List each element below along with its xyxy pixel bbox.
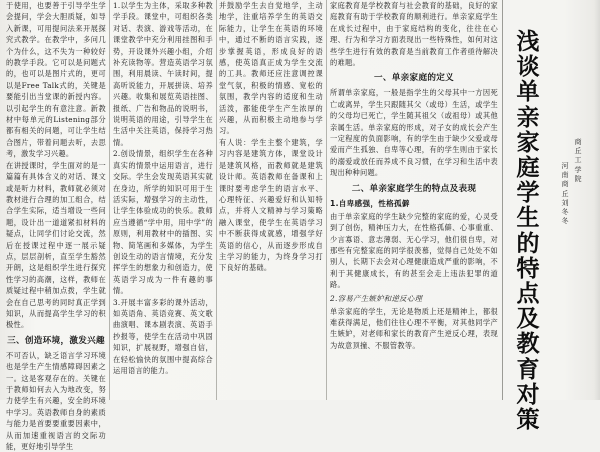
paragraph: 于使用，也要善于引导学生学会提问，学会大胆质疑，如导入新课，可用提问法来开展探究式教学。在教学中，多问几个为什么，这不失为一种较好的教学手段。它可以是问题式的，也可以是图片式的，更可以是Free Talk式的，关键是要能引出当堂课的新授内容。以引起学生的有意注意。新教材中每单元的Listening部分都有相关的问题，可让学生结合图片，带着问题去听，去思考，激发学习兴趣。 (6, 1, 106, 159)
page-edge-shadow (594, 0, 600, 400)
paragraph: 3.开展丰富多彩的课外活动，如英语角、英语竞赛、英文歌曲演唱、课本剧表演、英语手抄报等，使学生在活动中巩固知识，扩展视野，增强自信，在轻松愉快的氛围中提高综合运用语言的能力。 (113, 297, 213, 375)
paragraph: 不可否认，缺乏语言学习环境也是学生产生情感障碍因素之一。这是客观存在的。关键在于教师如何去入为地改变，努力使学生有兴趣，安全的环境中学习。英语教师自身的素质与能力是首要要重要因素中，从而加速重视语言的交际功能，更好地引导学生 (6, 350, 106, 452)
paragraph: 2.创设情景，组织学生在各种真实的情景中运用语言，进行交际。学生会发现英语其实就在身边，所学的知识可用于生活实际，增强学习的主动性，让学生体验成功的快乐。教师应当遵循“学中用，用中学”的原则，利用教材中的插图、实物、简笔画和多媒体，为学生创设生动的语言情境，充分发挥学生的想象力和创造力，使英语学习成为一件有趣的事情。 (113, 149, 213, 296)
paragraph: 并鼓励学生去自觉地学，主动地学，注重培养学生的英语交际能力，让学生在英语的环境中，通过不断的语言实践，逐步掌握英语，形成良好的语感，使英语真正成为学生交流的工具。教师还应注意调控课堂气氛，积极的情感、宽松的氛围，教学内容的适度和生动活泼，都能使学生产生浓厚的兴趣，从而积极主动地参与学习。 (219, 1, 323, 136)
author-byline: 河南 商丘 刘冬冬 (561, 162, 569, 226)
subsection-heading: 2.容易产生嫉妒和逆反心理 (330, 293, 423, 303)
paragraph: 在讲授课时，学生面对的是一篇篇有具体含义的对话、课文或是听力材料，教师就必须对教材进行合理的加工组合，结合学生实际，适当增设一些问题，设计出一道道紧扣材料的疑点，让同学们讨论交流，然后在授课过程中逐一展示疑点，层层剖析，直至学生豁然开朗，这是组织学生进行探究性学习的高潮，这样，教师在质疑过程中稍加点拨，学生就会在自己思考的同时真正学到知识，从而提高学生学习的积极性。 (6, 160, 106, 330)
section-heading: 一、单亲家庭的定义 (373, 73, 455, 84)
author-affiliation: 商丘工学院 (574, 138, 582, 183)
article-title: 浅谈单亲家庭学生的特点及教育对策 (516, 29, 540, 434)
text-column-2 (113, 0, 213, 400)
column-divider (216, 0, 217, 400)
text-column-4 (330, 0, 498, 400)
paragraph: 家庭教育是学校教育与社会教育的基础，良好的家庭教育有助于学校教育的顺利进行。单亲家庭学生在成长过程中，由于家庭结构的变化，往往在心理、行为和学习方面表现出一些特殊性，如何对这些学生进行有效的教育是当前教育工作者亟待解决的难题。 (330, 1, 498, 68)
paragraph: 单亲家庭的学生，无论是物质上还是精神上，都很难获得满足，他们往往心理不平衡，对其他同学产生嫉妒，对老师和家长的教育产生逆反心理，表现为故意顶撞、不服管教等。 (330, 306, 498, 350)
paragraph: 有人说：学生主整个建筑，学习内容是建筑方体，课堂设计是建筑风格，而教师就是建筑设计师。英语教师在备课和上课时要考虑学生的语言水平、心理特征、兴趣爱好和认知特点，并将人文精神与学习策略融入课堂，使学生在英语学习中不断获得成就感，增强学好英语的信心，从而逐步形成自主学习的能力，为终身学习打下良好的基础。 (219, 137, 323, 273)
column-divider (326, 0, 327, 400)
paragraph: 由于单亲家庭的学生缺少完整的家庭的爱，心灵受到了创伤，精神压力大，在性格孤僻、心事重重、少言寡语、意志薄弱、无心学习，他们很自卑，对那些有完整家庭的同学很羡慕，觉得自己处处不如别人，长期下去会对心理健康造成严重的影响，不利于其健康成长，有的甚至会走上违法犯罪的道路。 (330, 211, 498, 290)
subsection-heading: 1.自卑感强，性格孤僻 (330, 198, 410, 208)
text-column-1 (6, 0, 106, 452)
column-divider (109, 0, 110, 400)
section-heading: 二、单亲家庭学生的特点及表现 (351, 183, 477, 194)
paragraph: 1.以学生为主体，采取多种教学手段。课堂中，可组织各类对话、表演、游戏等活动，在课堂教学中充分利用挂图和手势，开设课外兴趣小组，介绍补充读物等。营造英语学习氛围，利用晨读、午读时间，提高听说能力，开展拼读、培养兴趣。收集和展览英语挂图、报纸、广告和物品的说明书，说明英语的用途，引导学生在生活中关注英语，保持学习热情。 (113, 1, 213, 147)
paragraph: 所谓单亲家庭，一般是指学生的父母其中一方因死亡或离异，学生只跟随其父（或母）生活，或学生的父母均已死亡，学生随其祖父（或祖母）或其他亲属生活。单亲家庭的形成，对子女的成长会产生一定程度的负面影响，有的学生由于缺少父爱或母爱而产生孤独、自卑等心理，有的学生则由于家长的溺爱或放任而养成不良习惯，在学习和生活中表现出种种问题。 (330, 88, 498, 178)
text-column-3 (219, 0, 323, 400)
title-divider (502, 0, 503, 400)
section-heading: 三、创造环境，激发兴趣 (7, 335, 105, 346)
